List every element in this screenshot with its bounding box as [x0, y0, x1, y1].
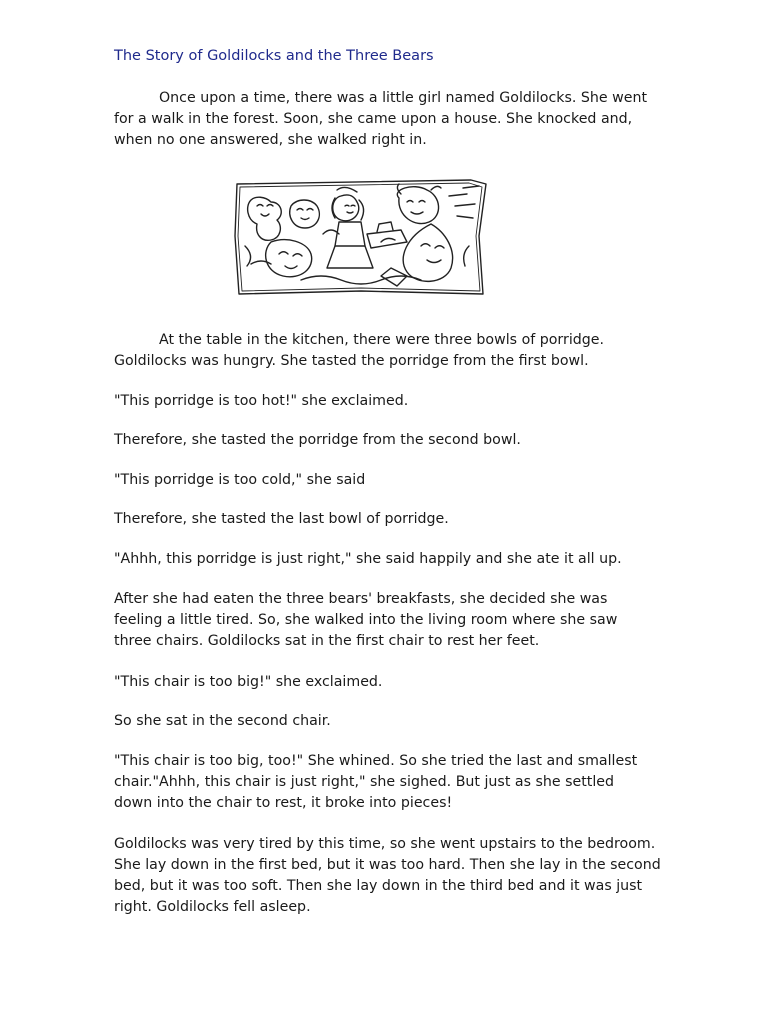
text-line: feeling a little tired. So, she walked into the living room where she saw [114, 612, 618, 628]
text-line: Therefore, she tasted the porridge from the second bowl. [114, 432, 521, 448]
page-title: The Story of Goldilocks and the Three Bears [114, 48, 434, 64]
paragraph-living-room [114, 589, 659, 652]
text-line: So she sat in the second chair. [114, 713, 331, 729]
paragraph-too-cold [114, 470, 659, 491]
text-line: Therefore, she tasted the last bowl of porridge. [114, 511, 449, 527]
text-line: At the table in the kitchen, there were three bowls of porridge. [159, 332, 605, 348]
paragraph-too-hot [114, 391, 659, 412]
text-line: down into the chair to rest, it broke into pieces! [114, 795, 453, 811]
text-line: right. Goldilocks fell asleep. [114, 899, 311, 915]
text-line: "Ahhh, this porridge is just right," she said happily and she ate it all up. [114, 551, 622, 567]
paragraph-chair-too-big [114, 672, 659, 693]
paragraph-kitchen [114, 330, 659, 372]
text-line: "This chair is too big, too!" She whined. So she tried the last and smallest [114, 753, 638, 769]
text-line: "This porridge is too cold," she said [114, 472, 366, 488]
text-line: After she had eaten the three bears' breakfasts, she decided she was [114, 591, 608, 607]
paragraph-bedroom [114, 834, 659, 918]
text-line: chair."Ahhh, this chair is just right," she sighed. But just as she settled [114, 774, 615, 790]
paragraph-just-right [114, 549, 659, 570]
text-line: Goldilocks was very tired by this time, so she went upstairs to the bedroom. [114, 836, 656, 852]
text-line: Once upon a time, there was a little girl named Goldilocks. She went [159, 90, 648, 106]
text-line: when no one answered, she walked right in. [114, 132, 427, 148]
text-line: bed, but it was too soft. Then she lay down in the third bed and it was just [114, 878, 643, 894]
text-line: Goldilocks was hungry. She tasted the porridge from the first bowl. [114, 353, 589, 369]
text-line: She lay down in the first bed, but it was too hard. Then she lay in the second [114, 857, 661, 873]
paragraph-chair-broke [114, 751, 659, 814]
goldilocks-bears-illustration [231, 176, 489, 298]
text-line: "This chair is too big!" she exclaimed. [114, 674, 383, 690]
text-line: for a walk in the forest. Soon, she came upon a house. She knocked and, [114, 111, 633, 127]
paragraph-second-chair [114, 711, 659, 732]
paragraph-second-bowl [114, 430, 659, 451]
paragraph-intro [114, 88, 659, 151]
paragraph-last-bowl [114, 509, 659, 530]
text-line: "This porridge is too hot!" she exclaimed. [114, 393, 409, 409]
text-line: three chairs. Goldilocks sat in the first chair to rest her feet. [114, 633, 540, 649]
